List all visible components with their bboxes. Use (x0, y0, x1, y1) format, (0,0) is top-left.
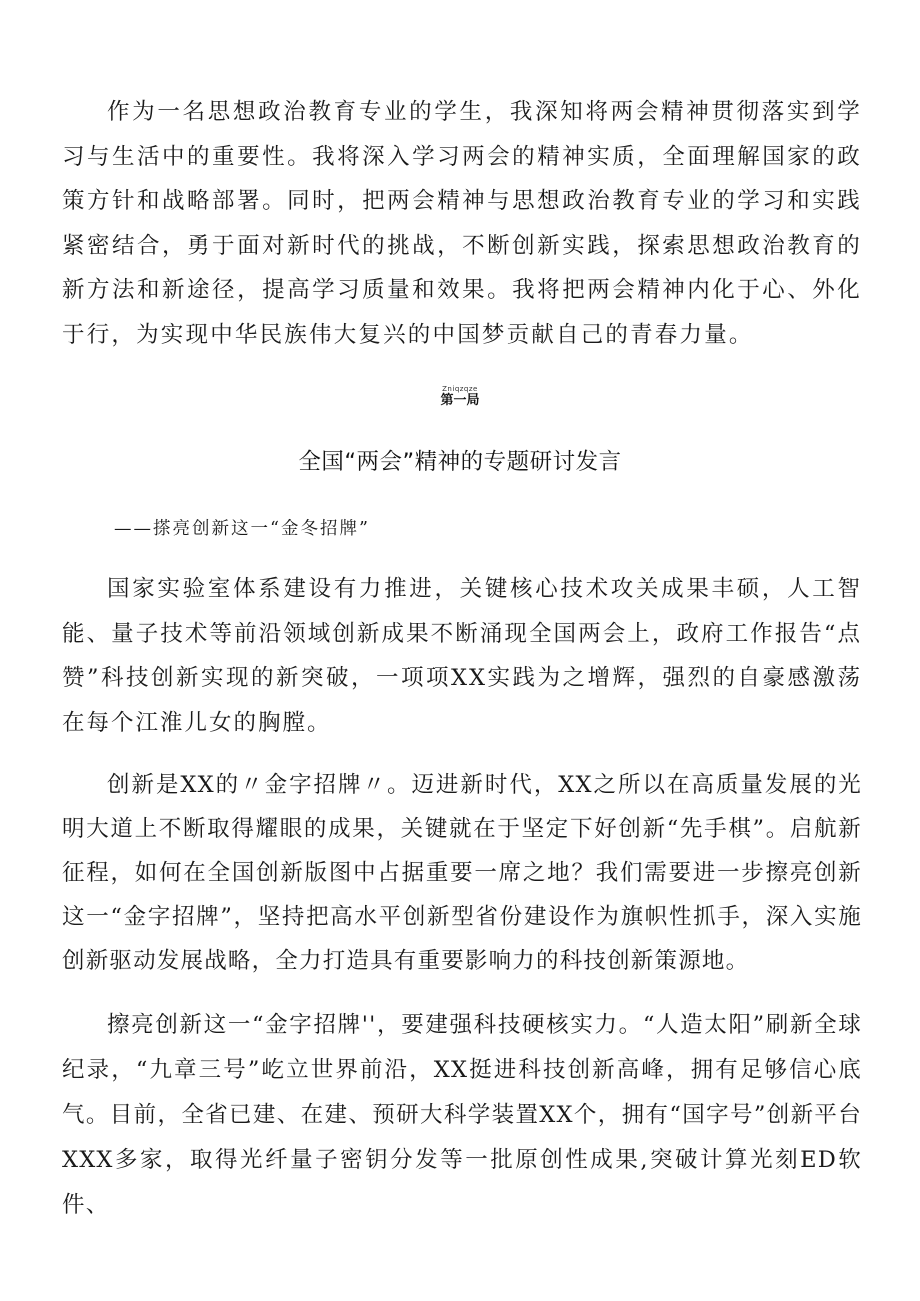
document-subtitle: ——搽亮创新这一“金冬招牌” (114, 519, 370, 539)
document-title: 全国“两会”精神的专题研讨发言 (298, 449, 622, 475)
section-badge-tiny-text: Zniqzqze (442, 385, 478, 393)
body-paragraph: 创新是XX的〃金字招牌〃。迈进新时代，XX之所以在高质量发展的光明大道上不断取得耀眼的成果，关键就在于坚定下好创新“先手棋”。启航新征程，如何在全国创新版图中占据重要一席之地？我们需要进一步擦亮创新这一“金字招牌”，坚持把高水平创新型省份建设作为旗帜性抓手，深入实施创新驱动发展战略，全力打造具有重要影响力的科技创新策源地。 (62, 772, 862, 974)
body-paragraph: 国家实验室体系建设有力推进，关键核心技术攻关成果丰硕，人工智能、量子技术等前沿领域创新成果不断涌现全国两会上，政府工作报告“点赞”科技创新实现的新突破，一项项XX实践为之增辉，强烈的自豪感激荡在每个江淮儿女的胸膛。 (62, 576, 862, 736)
intro-paragraph: 作为一名思想政治教育专业的学生，我深知将两会精神贯彻落实到学习与生活中的重要性。我将深入学习两会的精神实质，全面理解国家的政策方针和战略部署。同时，把两会精神与思想政治教育专业的学习和实践紧密结合，勇于面对新时代的挑战，不断创新实践，探索思想政治教育的新方法和新途径，提高学习质量和效果。我将把两会精神内化于心、外化于行，为实现中华民族伟大复兴的中国梦贡献自己的青春力量。 (62, 99, 862, 348)
section-badge-label: 第一局 (440, 393, 480, 408)
body-paragraph: 擦亮创新这一“金字招牌''，要建强科技硬核实力。“人造太阳”刷新全球纪录，“九章三号”屹立世界前沿，XX挺进科技创新高峰，拥有足够信心底气。目前，全省已建、在建、预研大科学装置XX个，拥有“国字号”创新平台XXX多家，取得光纤量子密钥分发等一批原创性成果,突破计算光刻ED软件、 (62, 1012, 862, 1218)
section-badge (0, 385, 920, 409)
